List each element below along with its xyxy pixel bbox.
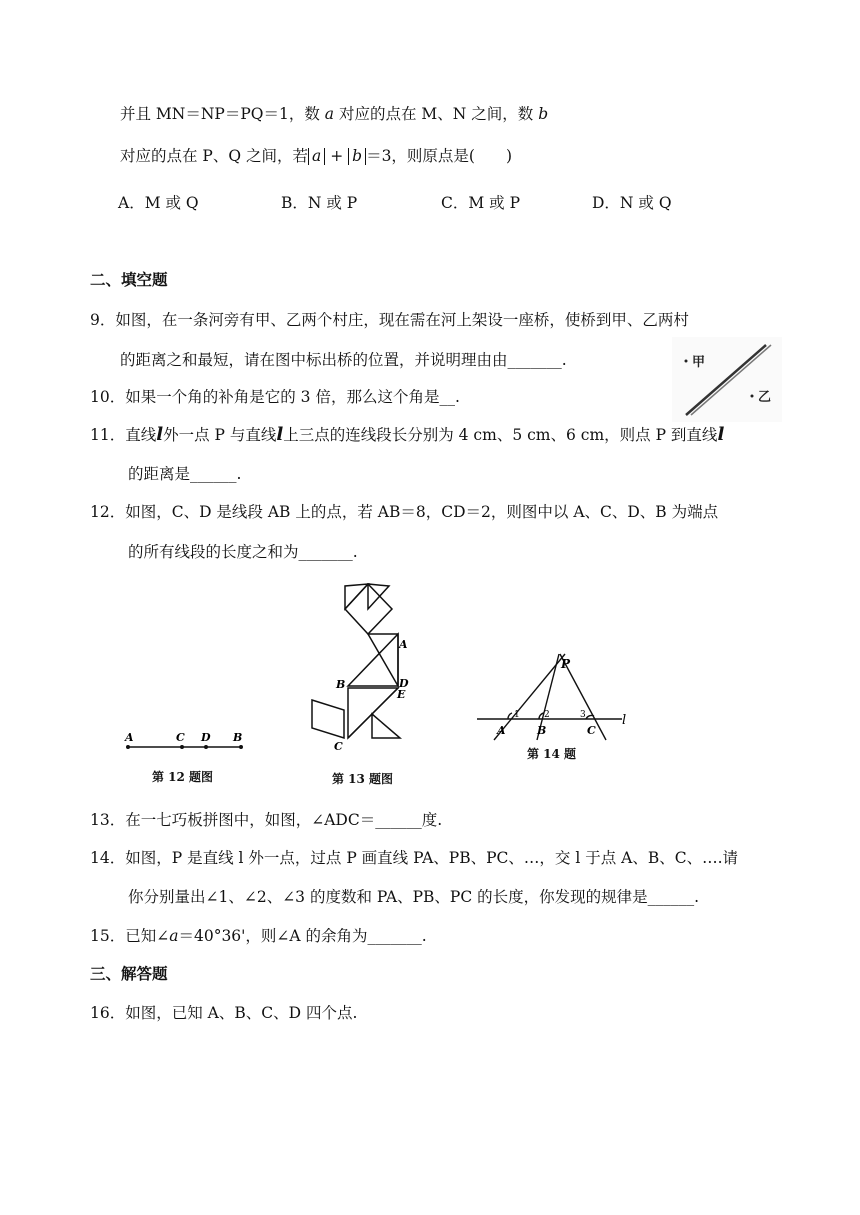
q15: 15．已知∠a＝40°36'，则∠A 的余角为_______. (90, 927, 427, 945)
label-c: C (334, 740, 343, 753)
q8-option-d: D．N 或 Q (592, 194, 672, 212)
label-d: D (399, 677, 409, 690)
label-d: D (201, 731, 211, 744)
tangram-small-triangle (372, 714, 400, 738)
point-b (239, 745, 243, 749)
q8-option-a: A．M 或 Q (118, 194, 199, 212)
label-a: A (125, 731, 134, 744)
q12-line1: 12．如图，C、D 是线段 AB 上的点，若 AB＝8，CD＝2，则图中以 A、C、D、B 为端点 (90, 503, 719, 521)
label-l: l (622, 713, 627, 728)
tangram-ear-right (345, 584, 368, 609)
q9-line1: 9．如图，在一条河旁有甲、乙两个村庄，现在需在河上架设一座桥，使桥到甲、乙两村 (90, 311, 689, 329)
village-jia-dot (685, 360, 688, 363)
q10: 10．如果一个角的补角是它的 3 倍，那么这个角是__. (90, 388, 460, 406)
label-a: A (497, 724, 506, 737)
point-c (180, 745, 184, 749)
q8-line1: 并且 MN＝NP＝PQ＝1，数 a 对应的点在 M、N 之间，数 b (120, 105, 549, 123)
label-a: A (399, 638, 408, 651)
q11-line1: 11．直线l外一点 P 与直线l上三点的连线段长分别为 4 cm、5 cm、6 cm，则点 P 到直线l (90, 424, 725, 445)
q9-line2: 的距离之和最短，请在图中标出桥的位置，并说明理由由_______. (120, 351, 567, 369)
village-yi-label: 乙 (758, 390, 772, 405)
label-b: B (233, 731, 243, 744)
q8-option-b: B．N 或 P (281, 194, 358, 212)
q14-line2: 你分别量出∠1、∠2、∠3 的度数和 PA、PB、PC 的长度，你发现的规律是______. (128, 888, 700, 906)
village-jia-label: 甲 (692, 355, 706, 370)
q8-line2: 对应的点在 P、Q 之间，若 a + b ＝3，则原点是( ) (120, 147, 513, 165)
q8-option-c: C．M 或 P (441, 194, 521, 212)
label-p: P (561, 657, 571, 671)
village-yi-dot (751, 395, 754, 398)
angle-1-label: 1 (514, 710, 520, 720)
section-title-answer: 三、解答题 (90, 964, 168, 983)
figure-14-lines (472, 650, 632, 745)
angle-3-label: 3 (580, 710, 586, 720)
tangram-parallelogram (312, 700, 344, 738)
q13: 13．在一七巧板拼图中，如图，∠ADC＝______度. (90, 811, 443, 829)
angle-2-label: 2 (544, 710, 550, 720)
figure-14-caption: 第 14 题 (527, 747, 577, 761)
abs-b: b (348, 148, 366, 165)
q12-line2: 的所有线段的长度之和为_______. (128, 543, 358, 561)
label-c: C (587, 724, 596, 737)
q16: 16．如图，已知 A、B、C、D 四个点. (90, 1004, 358, 1022)
figure-12-segment (118, 728, 258, 758)
q11-line2: 的距离是______. (128, 465, 242, 483)
point-d (204, 745, 208, 749)
river-figure (672, 337, 782, 422)
section-title-fill-in: 二、填空题 (90, 270, 168, 289)
abs-a: a (308, 148, 325, 165)
label-e: E (397, 688, 406, 701)
q14-line1: 14．如图，P 是直线 l 外一点，过点 P 画直线 PA、PB、PC、…，交 l 于点 A、B、C、….请 (90, 849, 739, 867)
figure-13-tangram (300, 578, 420, 760)
label-c: C (176, 731, 185, 744)
figure-13-caption: 第 13 题图 (332, 772, 394, 786)
figure-12-caption: 第 12 题图 (152, 770, 214, 784)
label-b: B (537, 724, 547, 737)
point-a (126, 745, 130, 749)
label-b: B (336, 678, 346, 691)
